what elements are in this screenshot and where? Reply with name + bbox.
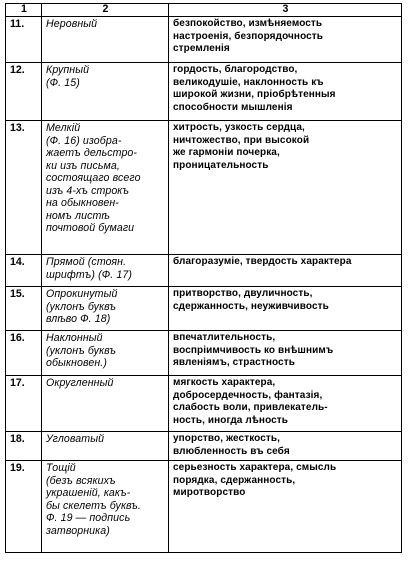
row-number: 12. xyxy=(6,63,42,121)
header-cell-2: 2 xyxy=(42,4,169,17)
table-row xyxy=(6,432,402,461)
header-row xyxy=(6,4,402,17)
trait-description: безпокойство, измѣняемость настроенія, безпорядочность стремленія xyxy=(169,17,402,63)
handwriting-style: Неровный xyxy=(42,17,169,63)
handwriting-style: Округленный xyxy=(42,376,169,432)
row-number: 19. xyxy=(6,461,42,553)
handwriting-style: Угловатый xyxy=(42,432,169,461)
handwriting-style: Мелкій (Ф. 16) изобра- жаетъ дельстро- ки изъ письма, состоящаго всего изъ 4-хъ строкъ на обыкновен- номъ листѣ почтовой бумаги xyxy=(42,121,169,255)
trait-description: хитрость, узкость сердца, ничтожество, при высокой же гармоніи почерка, проницательность xyxy=(169,121,402,255)
row-number: 15. xyxy=(6,287,42,331)
trait-description: мягкость характера, добросердечность, фантазія, слабость воли, привлекатель- ность, иногда лѣность xyxy=(169,376,402,432)
row-number: 14. xyxy=(6,255,42,287)
row-number: 18. xyxy=(6,432,42,461)
handwriting-style: Опрокинутый (уклонъ буквъ влѣво Ф. 18) xyxy=(42,287,169,331)
table-row xyxy=(6,376,402,432)
traits-table xyxy=(5,3,402,553)
header-cell-3: 3 xyxy=(169,4,402,17)
trait-description: гордость, благородство, великодушіе, наклонность къ широкой жизни, пріобрѣтенныя способности мышленія xyxy=(169,63,402,121)
trait-description: притворство, двуличность, сдержанность, неуживчивость xyxy=(169,287,402,331)
table-row xyxy=(6,287,402,331)
row-number: 17. xyxy=(6,376,42,432)
handwriting-style: Тощій (безъ всякихъ украшеній, какъ- бы скелетъ буквъ. Ф. 19 — подпись затворника) xyxy=(42,461,169,553)
row-number: 13. xyxy=(6,121,42,255)
handwriting-style: Прямой (стоян. шрифтъ) (Ф. 17) xyxy=(42,255,169,287)
handwriting-style: Наклонный (уклонъ буквъ обыкновен.) xyxy=(42,331,169,376)
trait-description: упорство, жесткость, влюбленность въ себя xyxy=(169,432,402,461)
table-row xyxy=(6,121,402,255)
table-row xyxy=(6,255,402,287)
trait-description: впечатлительность, воспріимчивость ко внѣшнимъ явленіямъ, страстность xyxy=(169,331,402,376)
table-row xyxy=(6,17,402,63)
handwriting-style: Крупный (Ф. 15) xyxy=(42,63,169,121)
table-row xyxy=(6,461,402,553)
trait-description: серьезность характера, смысль порядка, сдержанность, миротворство xyxy=(169,461,402,553)
header-cell-1: 1 xyxy=(6,4,42,17)
trait-description: благоразуміе, твердость характера xyxy=(169,255,402,287)
row-number: 16. xyxy=(6,331,42,376)
row-number: 11. xyxy=(6,17,42,63)
table-row xyxy=(6,331,402,376)
table-row xyxy=(6,63,402,121)
